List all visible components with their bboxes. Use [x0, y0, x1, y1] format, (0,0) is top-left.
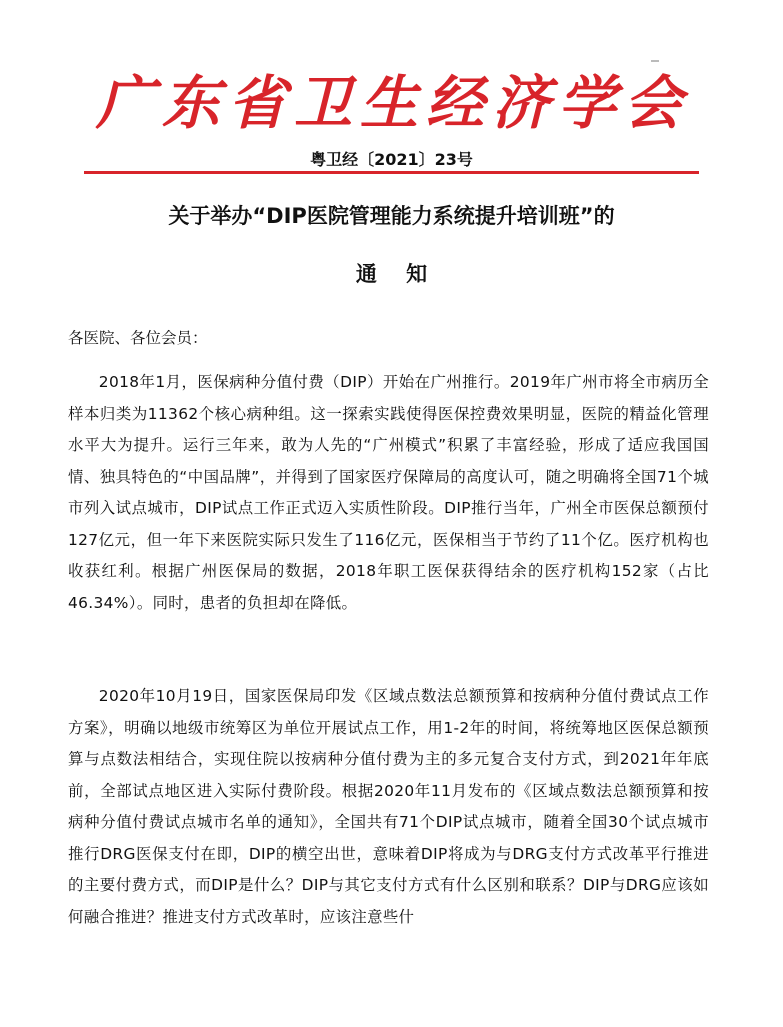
- notice-title-line2: [0, 258, 783, 288]
- red-divider-line: [84, 171, 699, 174]
- notice-title-text: 通 知: [355, 262, 428, 286]
- letterhead-org-name: 广东省卫生经济学会: [96, 69, 691, 137]
- corner-mark: [651, 60, 659, 62]
- salutation: 各医院、各位会员：: [68, 329, 208, 347]
- paragraph-2: 2020年10月19日，国家医保局印发《区域点数法总额预算和按病种分值付费试点工作方案》，明确以地级市统筹区为单位开展试点工作，用1-2年的时间，将统筹地区医保总额预算与点数法相结合，实现住院以按病种分值付费为主的多元复合支付方式，到2021年年底前，全部试点地区进入实际付费阶段。根据2020年11月发布的《区域点数法总额预算和按病种分值付费试点城市名单的通知》，全国共有71个DIP试点城市，随着全国30个试点城市推行DRG医保支付在即，DIP的横空出世，意味着DIP将成为与DRG支付方式改革平行推进的主要付费方式，而DIP是什么？DIP与其它支付方式有什么区别和联系？DIP与DRG应该如何融合推进？推进支付方式改革时，应该注意些什: [68, 687, 709, 926]
- notice-title-line1: 关于举办“DIP医院管理能力系统提升培训班”的: [168, 204, 615, 228]
- document-number: 粤卫经〔2021〕23号: [310, 150, 473, 169]
- paragraph-1: 2018年1月，医保病种分值付费（DIP）开始在广州推行。2019年广州市将全市病历全样本归类为11362个核心病种组。这一探索实践使得医保控费效果明显，医院的精益化管理水平大为提升。运行三年来，敢为人先的“广州模式”积累了丰富经验，形成了适应我国国情、独具特色的“中国品牌”，并得到了国家医疗保障局的高度认可，随之明确将全国71个城市列入试点城市，DIP试点工作正式迈入实质性阶段。DIP推行当年，广州全市医保总额预付127亿元，但一年下来医院实际只发生了116亿元，医保相当于节约了11个亿。医疗机构也收获红利。根据广州医保局的数据，2018年职工医保获得结余的医疗机构152家（占比46.34%）。同时，患者的负担却在降低。: [68, 373, 709, 612]
